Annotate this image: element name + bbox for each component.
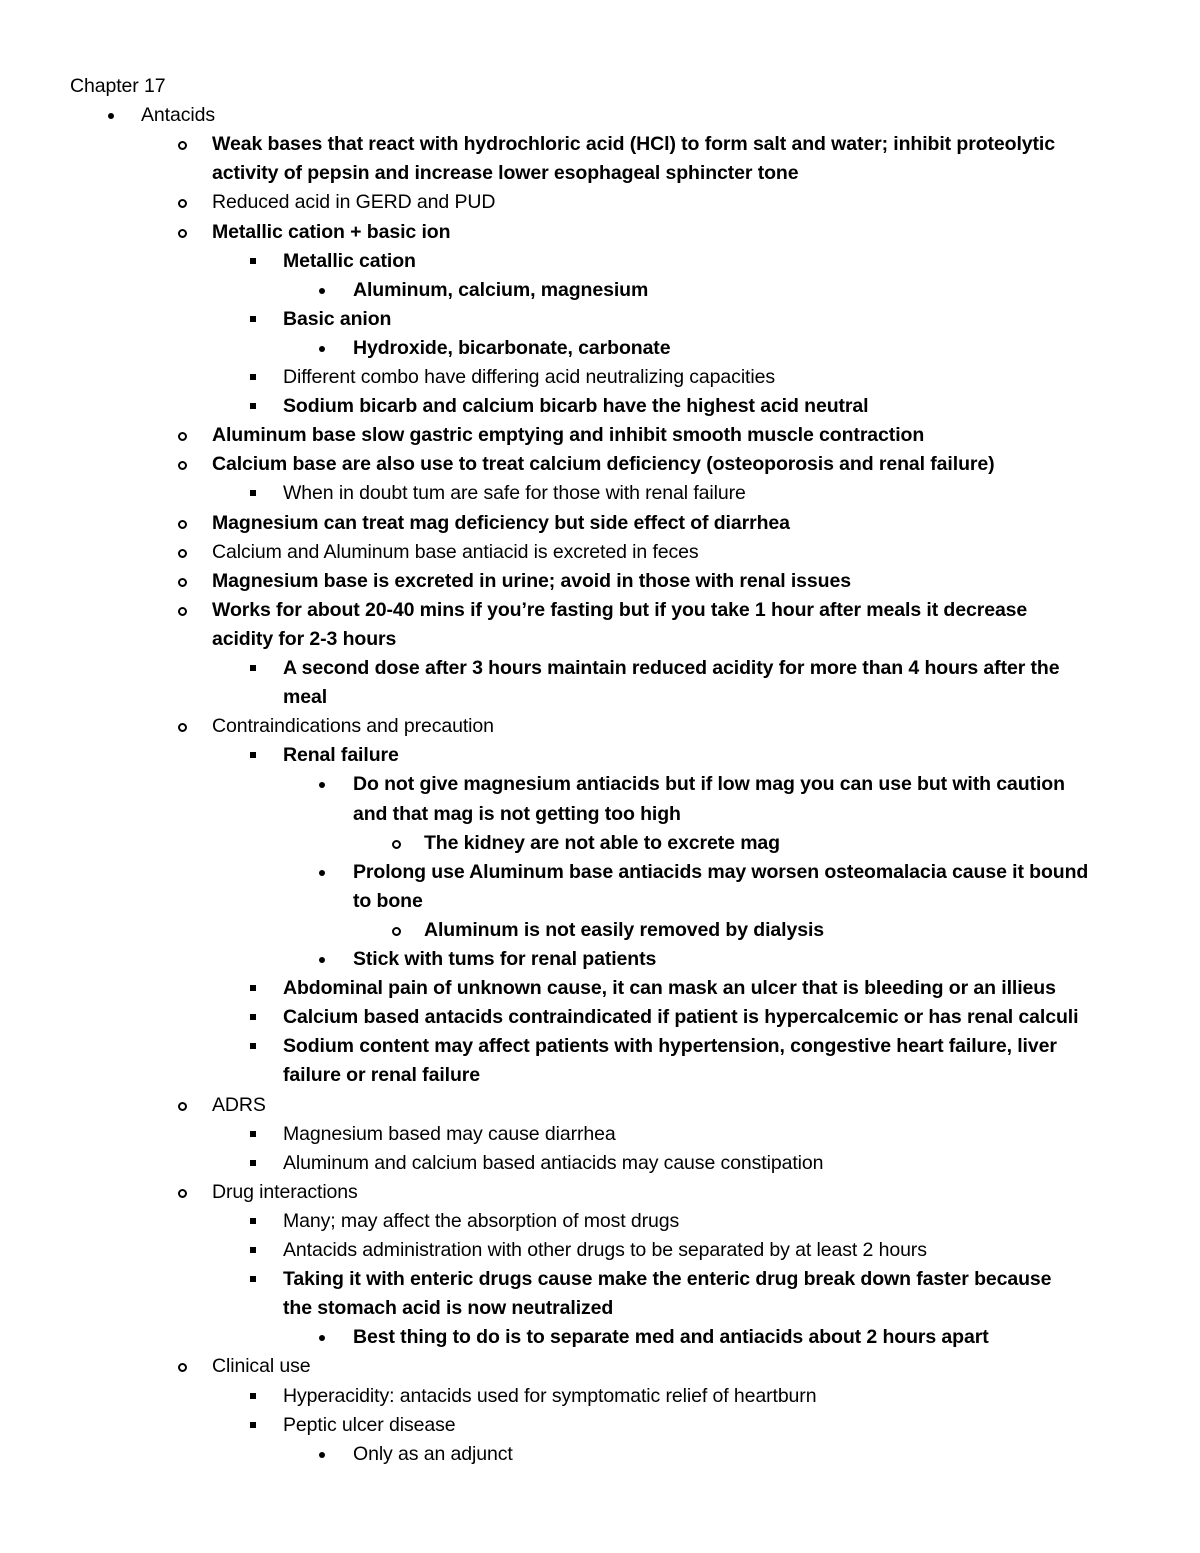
list-item-text: Clinical use <box>212 1355 311 1378</box>
list-item <box>212 596 1027 625</box>
list-item-text: to bone <box>353 889 423 912</box>
list-item <box>212 1091 266 1120</box>
list-item-text: When in doubt tum are safe for those with renal failure <box>283 482 746 505</box>
bullet-dot-icon <box>316 858 336 887</box>
bullet-square-icon <box>248 1003 268 1032</box>
list-item-continuation <box>283 1061 480 1090</box>
list-item <box>212 421 924 450</box>
list-item <box>283 1265 1051 1294</box>
list-item-text: Prolong use Aluminum base antiacids may worsen osteomalacia cause it bound <box>353 860 1089 883</box>
list-item <box>212 712 494 741</box>
list-item <box>283 392 868 421</box>
list-item-text: Peptic ulcer disease <box>283 1413 456 1436</box>
list-item-text: The kidney are not able to excrete mag <box>424 831 780 854</box>
list-item <box>212 509 790 538</box>
bullet-square-icon <box>248 305 268 334</box>
list-item <box>141 101 215 130</box>
bullet-circle-icon <box>176 421 196 450</box>
bullet-square-icon <box>248 479 268 508</box>
bullet-circle-icon <box>176 596 196 625</box>
list-item-text: Do not give magnesium antiacids but if low mag you can use but with caution <box>353 773 1065 796</box>
list-item-text: Reduced acid in GERD and PUD <box>212 191 496 214</box>
list-item-text: Contraindications and precaution <box>212 715 494 738</box>
bullet-dot-icon <box>316 1323 336 1352</box>
bullet-square-icon <box>248 1265 268 1294</box>
list-item-text: Aluminum base slow gastric emptying and inhibit smooth muscle contraction <box>212 424 925 447</box>
list-item <box>283 1120 616 1149</box>
list-item-text: Aluminum and calcium based antiacids may cause constipation <box>283 1151 824 1174</box>
list-item-text: Works for about 20-40 mins if you’re fasting but if you take 1 hour after meals it decrease <box>212 598 1028 621</box>
list-item <box>212 1352 311 1381</box>
list-item <box>283 305 391 334</box>
list-item <box>353 276 648 305</box>
bullet-circle-icon <box>176 130 196 159</box>
bullet-circle-icon <box>176 712 196 741</box>
bullet-square-icon <box>248 1032 268 1061</box>
list-item <box>353 1323 989 1352</box>
list-item-text: Magnesium based may cause diarrhea <box>283 1122 616 1145</box>
list-item-text: Calcium based antacids contraindicated if patient is hypercalcemic or has renal calculi <box>283 1006 1079 1029</box>
list-item <box>353 945 656 974</box>
list-item <box>283 1411 456 1440</box>
list-item-text: Aluminum, calcium, magnesium <box>353 278 649 301</box>
bullet-circle-icon <box>176 1352 196 1381</box>
bullet-square-icon <box>248 392 268 421</box>
list-item-text: Magnesium base is excreted in urine; avoid in those with renal issues <box>212 569 851 592</box>
page-title-text: Chapter 17 <box>70 75 166 97</box>
list-item-text: meal <box>283 686 328 709</box>
list-item <box>283 479 746 508</box>
list-item <box>283 654 1059 683</box>
bullet-dot-icon <box>316 1440 336 1469</box>
list-item-continuation <box>212 625 396 654</box>
list-item <box>424 916 824 945</box>
list-item <box>424 829 780 858</box>
list-item-text: Metallic cation <box>283 249 416 272</box>
bullet-dot-icon <box>316 770 336 799</box>
list-item-text: Taking it with enteric drugs cause make the enteric drug break down faster because <box>283 1268 1052 1291</box>
bullet-circle-icon <box>176 538 196 567</box>
list-item <box>212 188 495 217</box>
bullet-circle-icon <box>176 509 196 538</box>
list-item-text: Hyperacidity: antacids used for symptomatic relief of heartburn <box>283 1384 817 1407</box>
bullet-circle-icon <box>176 1178 196 1207</box>
list-item <box>283 1032 1057 1061</box>
list-item-text: Sodium bicarb and calcium bicarb have the highest acid neutral <box>283 395 869 418</box>
bullet-square-icon <box>248 363 268 392</box>
list-item <box>212 567 851 596</box>
list-item-text: A second dose after 3 hours maintain reduced acidity for more than 4 hours after the <box>283 657 1060 679</box>
bullet-dot-icon <box>316 276 336 305</box>
bullet-square-icon <box>248 247 268 276</box>
list-item-continuation <box>353 800 681 829</box>
list-item-text: Different combo have differing acid neutralizing capacities <box>283 366 775 388</box>
list-item-text: Weak bases that react with hydrochloric acid (HCl) to form salt and water; inhibit proteolytic <box>212 133 1055 156</box>
page-title <box>70 72 165 101</box>
list-item-text: and that mag is not getting too high <box>353 802 681 825</box>
list-item <box>212 130 1055 159</box>
list-item-text: failure or renal failure <box>283 1064 480 1087</box>
bullet-dot-icon <box>316 945 336 974</box>
list-item <box>283 247 416 276</box>
list-item <box>283 1236 927 1265</box>
bullet-square-icon <box>248 741 268 770</box>
bullet-square-icon <box>248 1382 268 1411</box>
list-item <box>283 974 1056 1003</box>
bullet-square-icon <box>248 1207 268 1236</box>
list-item-text: Aluminum is not easily removed by dialysis <box>424 918 825 941</box>
bullet-square-icon <box>248 1120 268 1149</box>
list-item-text: Basic anion <box>283 307 392 330</box>
list-item <box>353 334 670 363</box>
bullet-circle-icon <box>176 450 196 479</box>
list-item-text: activity of pepsin and increase lower esophageal sphincter tone <box>212 162 799 185</box>
list-item <box>212 1178 358 1207</box>
bullet-square-icon <box>248 1411 268 1440</box>
bullet-square-icon <box>248 654 268 683</box>
list-item <box>212 538 699 567</box>
bullet-dot-icon <box>316 334 336 363</box>
list-item-text: Stick with tums for renal patients <box>353 948 657 970</box>
list-item-text: the stomach acid is now neutralized <box>283 1297 614 1320</box>
list-item-text: Hydroxide, bicarbonate, carbonate <box>353 336 671 359</box>
list-item <box>212 450 995 479</box>
list-item-continuation <box>283 1294 613 1323</box>
list-item-text: Abdominal pain of unknown cause, it can mask an ulcer that is bleeding or an illieus <box>283 977 1056 1000</box>
bullet-square-icon <box>248 974 268 1003</box>
bullet-circle-icon <box>176 1091 196 1120</box>
list-item <box>283 1003 1078 1032</box>
list-item-text: Many; may affect the absorption of most drugs <box>283 1209 680 1232</box>
list-item <box>283 1382 816 1411</box>
list-item-text: Sodium content may affect patients with hypertension, congestive heart failure, liver <box>283 1035 1057 1058</box>
list-item <box>353 858 1088 887</box>
list-item-text: ADRS <box>212 1093 266 1116</box>
list-item-continuation <box>212 159 798 188</box>
list-item-text: Only as an adjunct <box>353 1442 513 1465</box>
list-item <box>353 770 1065 799</box>
list-item-text: Magnesium can treat mag deficiency but side effect of diarrhea <box>212 511 790 534</box>
bullet-circle-icon <box>176 567 196 596</box>
bullet-square-icon <box>248 1149 268 1178</box>
bullet-circle-icon <box>176 218 196 247</box>
list-item-text: Drug interactions <box>212 1180 358 1203</box>
bullet-square-icon <box>248 1236 268 1265</box>
list-item-text: Calcium and Aluminum base antiacid is excreted in feces <box>212 540 699 563</box>
list-item <box>353 1440 513 1469</box>
bullet-dot-icon <box>105 101 125 130</box>
list-item-text: Renal failure <box>283 744 399 767</box>
list-item-text: acidity for 2-3 hours <box>212 627 397 650</box>
list-item <box>283 741 399 770</box>
list-item-text: Calcium base are also use to treat calcium deficiency (osteoporosis and renal failure) <box>212 453 995 476</box>
bullet-circle-icon <box>176 188 196 217</box>
list-item-text: Metallic cation + basic ion <box>212 220 451 243</box>
list-item <box>283 1207 679 1236</box>
bullet-circle-icon <box>390 916 410 945</box>
list-item-text: Best thing to do is to separate med and antiacids about 2 hours apart <box>353 1326 989 1349</box>
bullet-circle-icon <box>390 829 410 858</box>
list-item-text: Antacids <box>141 104 215 127</box>
list-item-text: Antacids administration with other drugs to be separated by at least 2 hours <box>283 1239 927 1261</box>
list-item-continuation <box>353 887 423 916</box>
list-item <box>283 363 775 392</box>
list-item <box>283 1149 823 1178</box>
list-item-continuation <box>283 683 327 712</box>
list-item <box>212 218 450 247</box>
